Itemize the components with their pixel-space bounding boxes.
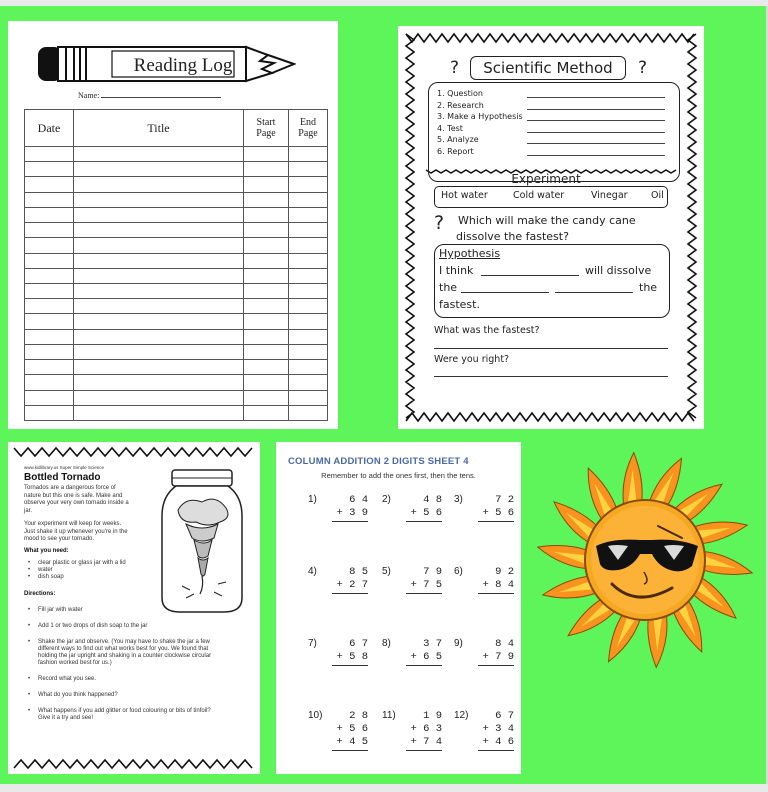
table-cell <box>244 283 289 298</box>
directions-label: Directions: <box>24 590 56 597</box>
table-cell <box>74 299 244 314</box>
answer-line <box>434 348 668 349</box>
addend-row: + 4 5 <box>336 736 368 748</box>
table-cell <box>74 375 244 390</box>
problem-number: 5) <box>382 566 391 577</box>
name-field <box>78 91 221 100</box>
hypothesis-label: Hypothesis <box>439 247 501 260</box>
table-cell <box>74 207 244 222</box>
table-cell <box>74 192 244 207</box>
table-cell <box>244 390 289 405</box>
table-cell <box>289 207 328 222</box>
option-vinegar: Vinegar <box>591 190 628 201</box>
table-cell <box>25 162 74 177</box>
sum-line <box>406 750 442 751</box>
addend-row: 6 4 <box>349 494 368 506</box>
step-6: 6. Report <box>437 146 474 156</box>
intro-line: nature but this one is safe. Make and <box>24 492 123 499</box>
hyp-i-think: I think <box>439 264 474 277</box>
answer-line <box>461 292 549 293</box>
bullet-icon: • <box>28 675 31 682</box>
column-addition-sheet <box>276 442 521 774</box>
addition-problem <box>454 566 514 626</box>
q-fastest: What was the fastest? <box>434 325 540 336</box>
table-row <box>25 223 328 238</box>
hyp-will-dissolve: will dissolve <box>585 264 652 277</box>
table-cell <box>25 177 74 192</box>
option-oil: Oil <box>651 190 664 201</box>
addition-problem <box>382 494 442 554</box>
table-row <box>25 314 328 329</box>
problem-number: 6) <box>454 566 463 577</box>
addend-row: 8 4 <box>495 638 514 650</box>
addend-row: + 7 9 <box>482 651 514 663</box>
table-cell <box>25 253 74 268</box>
problem-number: 11) <box>382 710 396 721</box>
addend-row: + 3 9 <box>336 507 368 519</box>
table-cell <box>74 390 244 405</box>
sum-line <box>332 665 368 666</box>
sum-line <box>332 750 368 751</box>
table-cell <box>244 238 289 253</box>
table-cell <box>25 299 74 314</box>
reading-log-title: Reading Log <box>133 55 233 76</box>
col-title: Title <box>74 110 244 147</box>
direction-line: What do you think happened? <box>38 691 118 698</box>
problem-number: 2) <box>382 494 391 505</box>
table-row <box>25 268 328 283</box>
addend-row: + 6 3 <box>410 723 442 735</box>
addition-problem <box>454 494 514 554</box>
keep-line: Your experiment will keep for weeks. <box>24 521 122 527</box>
ca-title: COLUMN ADDITION 2 DIGITS SHEET 4 <box>288 456 469 467</box>
table-row <box>25 253 328 268</box>
table-row <box>25 283 328 298</box>
reading-log-sheet <box>8 21 338 429</box>
problem-number: 9) <box>454 638 463 649</box>
addend-row: 2 8 <box>349 710 368 722</box>
addend-row: + 4 6 <box>482 736 514 748</box>
sum-line <box>406 593 442 594</box>
addition-problem <box>382 566 442 626</box>
step-2: 2. Research <box>437 100 484 110</box>
problem-number: 10) <box>308 710 323 721</box>
table-cell <box>289 314 328 329</box>
table-cell <box>25 344 74 359</box>
sm-title: Scientific Method <box>470 56 626 80</box>
addend-row: 1 9 <box>423 710 442 722</box>
addition-problem <box>454 710 514 770</box>
answer-line <box>434 376 668 377</box>
jar-tornado-icon <box>156 466 248 616</box>
intro-line: observe your very own tornado inside a <box>24 500 129 506</box>
table-cell <box>289 238 328 253</box>
bullet-icon: • <box>28 559 31 566</box>
table-row <box>25 390 328 405</box>
table-cell <box>289 253 328 268</box>
addend-row: + 5 8 <box>336 651 368 663</box>
addition-problem <box>308 494 368 554</box>
table-cell <box>25 405 74 420</box>
keep-line: mood to see your tornado. <box>24 536 95 542</box>
table-cell <box>25 147 74 162</box>
table-cell <box>244 223 289 238</box>
name-label: Name: <box>78 91 100 100</box>
table-cell <box>74 314 244 329</box>
col-start-page: Start Page <box>244 110 289 147</box>
table-row <box>25 329 328 344</box>
need-item: dish soap <box>38 573 64 580</box>
addend-row: 8 5 <box>349 566 368 578</box>
hyp-the-2: the <box>639 281 658 294</box>
steps-box <box>428 82 680 182</box>
table-cell <box>244 405 289 420</box>
step-3: 3. Make a Hypothesis <box>437 112 523 121</box>
step-5: 5. Analyze <box>437 135 479 144</box>
table-cell <box>244 192 289 207</box>
answer-line <box>527 155 665 156</box>
table-cell <box>244 329 289 344</box>
addition-problem <box>308 710 368 770</box>
table-cell <box>74 177 244 192</box>
table-cell <box>244 147 289 162</box>
bottled-tornado-sheet <box>8 442 260 774</box>
bullet-icon: • <box>28 573 31 580</box>
addition-problem <box>454 638 514 698</box>
table-cell <box>25 375 74 390</box>
sum-line <box>478 750 514 751</box>
addition-problem <box>382 638 442 698</box>
table-cell <box>289 405 328 420</box>
sum-line <box>406 521 442 522</box>
sum-line <box>406 665 442 666</box>
addend-row: 7 2 <box>495 494 514 506</box>
answer-line <box>527 97 665 98</box>
addition-problem <box>382 710 442 770</box>
question-line-1: Which will make the candy cane <box>458 214 636 227</box>
table-cell <box>289 162 328 177</box>
addend-row: + 7 5 <box>410 579 442 591</box>
table-cell <box>244 177 289 192</box>
option-hot-water: Hot water <box>441 190 488 201</box>
direction-line: Record what you see. <box>38 675 97 682</box>
sum-line <box>332 593 368 594</box>
sun-sunglasses-icon <box>532 442 758 672</box>
table-row <box>25 162 328 177</box>
step-1: 1. Question <box>437 89 483 98</box>
problem-number: 7) <box>308 638 317 649</box>
scientific-method-sheet <box>398 26 704 429</box>
addend-row: 3 7 <box>423 638 442 650</box>
option-cold-water: Cold water <box>513 190 565 201</box>
table-cell <box>25 192 74 207</box>
bullet-icon: • <box>28 622 31 629</box>
bullet-icon: • <box>28 566 31 573</box>
table-cell <box>289 329 328 344</box>
col-end-page: End Page <box>289 110 328 147</box>
table-row <box>25 177 328 192</box>
addend-row: + 5 6 <box>410 507 442 519</box>
table-cell <box>289 299 328 314</box>
addend-row: 7 9 <box>423 566 442 578</box>
answer-line <box>481 275 579 276</box>
addend-row: 6 7 <box>349 638 368 650</box>
table-cell <box>74 360 244 375</box>
table-cell <box>289 223 328 238</box>
addend-row: + 5 6 <box>482 507 514 519</box>
sum-line <box>332 521 368 522</box>
table-cell <box>244 314 289 329</box>
table-row <box>25 147 328 162</box>
table-row <box>25 344 328 359</box>
table-cell <box>244 253 289 268</box>
question-mark-icon: ? <box>638 58 648 78</box>
table-cell <box>25 268 74 283</box>
table-cell <box>74 223 244 238</box>
direction-line: different ways to find out what works best for you. We found that <box>38 645 209 652</box>
table-cell <box>244 360 289 375</box>
table-cell <box>74 283 244 298</box>
table-cell <box>74 162 244 177</box>
collage-background <box>0 6 768 784</box>
answer-line <box>527 109 665 110</box>
table-row <box>25 207 328 222</box>
table-cell <box>25 314 74 329</box>
addend-row: + 3 4 <box>482 723 514 735</box>
experiment-label: Experiment <box>511 172 581 186</box>
direction-line: fashion worked best for us.) <box>38 659 112 666</box>
question-mark-icon: ? <box>434 212 445 234</box>
table-cell <box>289 268 328 283</box>
addend-row: 4 8 <box>423 494 442 506</box>
hypothesis-box <box>434 244 670 318</box>
table-cell <box>289 192 328 207</box>
problem-number: 3) <box>454 494 463 505</box>
table-cell <box>74 268 244 283</box>
table-cell <box>289 147 328 162</box>
addend-row: + 6 5 <box>410 651 442 663</box>
table-cell <box>25 329 74 344</box>
col-date: Date <box>25 110 74 147</box>
direction-line: holding the jar upright and shaking in a counter clockwise circular <box>38 652 212 659</box>
name-line <box>101 97 221 98</box>
sum-line <box>478 521 514 522</box>
table-cell <box>244 344 289 359</box>
table-cell <box>25 238 74 253</box>
table-cell <box>244 299 289 314</box>
table-cell <box>289 177 328 192</box>
addend-row: + 8 4 <box>482 579 514 591</box>
need-item: clear plastic or glass jar with a lid <box>38 559 126 566</box>
hyp-fastest: fastest. <box>439 298 480 311</box>
intro-line: Tornados are a dangerous force of <box>24 485 116 491</box>
reading-log-table <box>24 109 328 421</box>
addend-row: + 7 4 <box>410 736 442 748</box>
problem-number: 12) <box>454 710 469 721</box>
addend-row: + 2 7 <box>336 579 368 591</box>
table-cell <box>289 360 328 375</box>
table-cell <box>74 329 244 344</box>
direction-line: Shake the jar and observe. (You may have to shake the jar a few <box>38 638 210 645</box>
intro-line: jar. <box>24 507 33 514</box>
bt-title: Bottled Tornado <box>24 472 101 483</box>
bullet-icon: • <box>28 606 31 613</box>
table-row <box>25 299 328 314</box>
table-cell <box>25 390 74 405</box>
addend-row: + 5 6 <box>336 723 368 735</box>
question-mark-icon: ? <box>450 58 460 78</box>
direction-line: Fill jar with water <box>38 606 83 613</box>
table-cell <box>244 207 289 222</box>
table-row <box>25 360 328 375</box>
table-row <box>25 375 328 390</box>
addend-row: 9 2 <box>495 566 514 578</box>
direction-line: Add 1 or two drops of dish soap to the jar <box>38 622 148 629</box>
bullet-icon: • <box>28 638 31 645</box>
table-cell <box>289 390 328 405</box>
sum-line <box>478 593 514 594</box>
table-cell <box>74 253 244 268</box>
site-label: www.kidlibrary.us Super Simple Science <box>24 465 104 470</box>
addend-row: 6 7 <box>495 710 514 722</box>
addition-problem <box>308 566 368 626</box>
table-cell <box>74 344 244 359</box>
addition-problem <box>308 638 368 698</box>
problem-number: 4) <box>308 566 317 577</box>
keep-line: Just shake it up whenever you're in the <box>24 528 128 535</box>
answer-line <box>527 120 665 121</box>
table-cell <box>244 162 289 177</box>
table-cell <box>25 223 74 238</box>
question-line-2: dissolve the fastest? <box>456 230 569 243</box>
sum-line <box>478 665 514 666</box>
table-cell <box>25 360 74 375</box>
direction-line: What happens if you add glitter or food colouring or bits of tinfoil? <box>38 707 211 714</box>
bullet-icon: • <box>28 691 31 698</box>
answer-line <box>555 292 633 293</box>
problem-number: 1) <box>308 494 317 505</box>
options-box <box>434 186 668 208</box>
answer-line <box>527 143 665 144</box>
need-item: water <box>38 566 53 573</box>
table-row <box>25 238 328 253</box>
need-label: What you need: <box>24 547 69 554</box>
table-cell <box>244 268 289 283</box>
answer-line <box>527 132 665 133</box>
ca-instruction: Remember to add the ones first, then the tens. <box>321 471 476 480</box>
table-cell <box>25 207 74 222</box>
problem-number: 8) <box>382 638 391 649</box>
table-cell <box>289 375 328 390</box>
table-cell <box>289 283 328 298</box>
table-cell <box>25 283 74 298</box>
table-cell <box>244 375 289 390</box>
table-row <box>25 192 328 207</box>
q-right: Were you right? <box>434 354 510 365</box>
bullet-icon: • <box>28 707 31 714</box>
table-row <box>25 405 328 420</box>
table-cell <box>289 344 328 359</box>
direction-line: Give it a try and see! <box>38 714 94 721</box>
table-cell <box>74 147 244 162</box>
hyp-the: the <box>439 281 458 294</box>
table-cell <box>74 405 244 420</box>
table-cell <box>74 238 244 253</box>
step-4: 4. Test <box>437 123 463 133</box>
